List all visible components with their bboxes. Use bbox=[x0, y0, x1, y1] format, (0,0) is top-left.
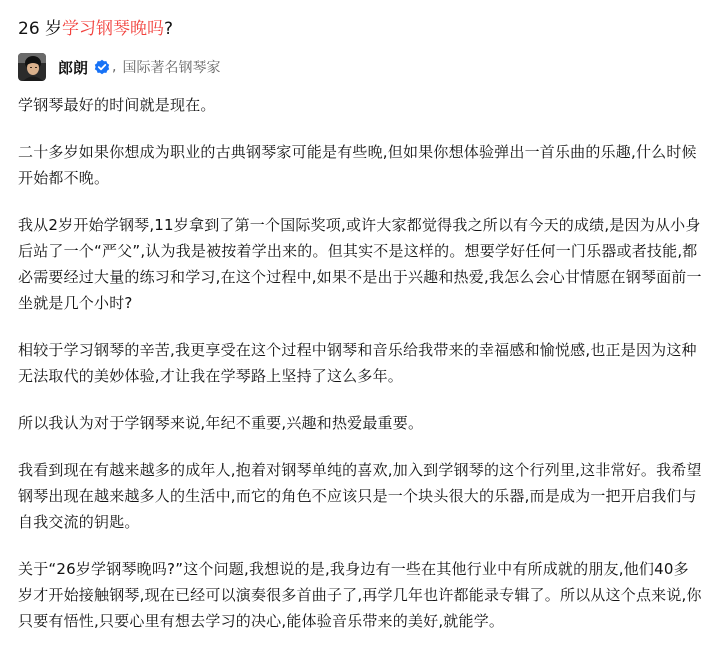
question-title[interactable] bbox=[18, 16, 702, 42]
avatar-portrait-icon bbox=[18, 53, 46, 81]
author-headline: 国际著名钢琴家 bbox=[122, 60, 221, 76]
author-name[interactable]: 郎朗 bbox=[58, 58, 89, 77]
answer-paragraph: 我看到现在有越来越多的成年人,抱着对钢琴单纯的喜欢,加入到学钢琴的这个行列里,这非常好。我希望钢琴出现在越来越多人的生活中,而它的角色不应该只是一个块头很大的乐器,而是成为一把开启我们与自我交流的钥匙。 bbox=[18, 461, 702, 531]
answer-paragraph: 我从2岁开始学钢琴,11岁拿到了第一个国际奖项,或许大家都觉得我之所以有今天的成绩,是因为从小身后站了一个“严父”,认为我是被按着学出来的。但其实不是这样的。想要学好任何一门乐器或者技能,都必需要经过大量的练习和学习,在这个过程中,如果不是出于兴趣和热爱,我怎么会心甘情愿在钢琴面前一坐就是几个小时? bbox=[18, 216, 702, 312]
avatar[interactable] bbox=[18, 53, 46, 81]
answer-content bbox=[18, 92, 702, 634]
author-info bbox=[18, 52, 702, 82]
answer-paragraph: 所以我认为对于学钢琴来说,年纪不重要,兴趣和热爱最重要。 bbox=[18, 414, 424, 432]
question-title-suffix: ? bbox=[164, 19, 174, 39]
verified-badge-icon bbox=[94, 59, 110, 75]
question-title-prefix: 26 岁 bbox=[18, 19, 63, 39]
author-separator: , bbox=[112, 59, 117, 75]
answer-paragraph: 学钢琴最好的时间就是现在。 bbox=[18, 96, 216, 114]
question-title-highlight-link[interactable]: 学习钢琴晚吗 bbox=[62, 19, 165, 39]
answer-paragraph: 二十多岁如果你想成为职业的古典钢琴家可能是有些晚,但如果你想体验弹出一首乐曲的乐趣,什么时候开始都不晚。 bbox=[18, 143, 697, 187]
answer-paragraph: 相较于学习钢琴的辛苦,我更享受在这个过程中钢琴和音乐给我带来的幸福感和愉悦感,也正是因为这种无法取代的美妙体验,才让我在学琴路上坚持了这么多年。 bbox=[18, 341, 697, 385]
answer-paragraph: 关于“26岁学钢琴晚吗?”这个问题,我想说的是,我身边有一些在其他行业中有所成就的朋友,他们40多岁才开始接触钢琴,现在已经可以演奏很多首曲子了,再学几年也许都能录专辑了。所以从这个点来说,你只要有悟性,只要心里有想去学习的决心,能体验音乐带来的美好,就能学。 bbox=[18, 560, 702, 630]
